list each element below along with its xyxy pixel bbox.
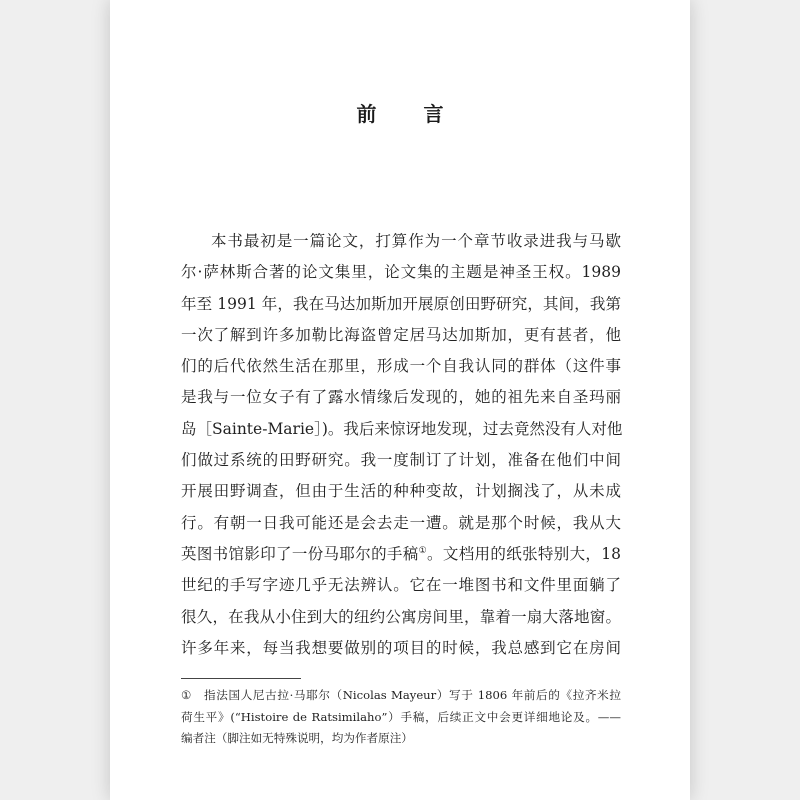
footnote-line [181,685,621,707]
text-line: 一次了解到许多加勒比海盗曾定居马达加斯加，更有甚者，他 [181,325,621,344]
text-segment: 英图书馆影印了一份马耶尔的手稿 [181,544,419,563]
text-line: 本书最初是一篇论文，打算作为一个章节收录进我与马歇 [211,232,621,250]
footnote-mark: ① [181,688,193,702]
text-line: 尔·萨林斯合著的论文集里，论文集的主题是神圣王权。1989 [181,263,621,282]
footnote-line: 荷生平》(“Histoire de Ratsimilaho”）手稿，后续正文中会更详细地论及。—— [181,709,621,724]
book-page [110,0,690,800]
footnote-text: 指法国人尼古拉·马耶尔（Nicolas Mayeur）写于 1806 年前后的《拉齐米拉 [204,688,621,702]
body-paragraph [181,226,621,664]
text-line: 是我与一位女子有了露水情缘后发现的，她的祖先来自圣玛丽 [181,388,621,407]
footnote-divider [181,678,301,679]
text-line-with-footnote [181,539,621,570]
footnote-reference[interactable]: ① [418,545,428,556]
text-line: 们做过系统的田野研究。我一度制订了计划，准备在他们中间 [181,451,621,470]
text-line: 很久，在我从小住到大的纽约公寓房间里，靠着一扇大落地窗。 [181,607,621,626]
text-line: 开展田野调查，但由于生活的种种变故，计划搁浅了，从未成 [181,482,621,501]
text-segment: 。文档用的纸张特别大，18 [427,544,621,563]
text-line: 岛［Sainte-Marie］)。我后来惊讶地发现，过去竟然没有人对他 [181,419,623,438]
footnote [181,685,621,750]
text-line: 行。有朝一日我可能还是会去走一遭。就是那个时候，我从大 [181,513,621,532]
text-line: 世纪的手写字迹几乎无法辨认。它在一堆图书和文件里面躺了 [181,576,621,595]
text-line: 年至 1991 年，我在马达加斯加开展原创田野研究，其间，我第 [181,294,621,313]
text-line: 许多年来，每当我想要做别的项目的时候，我总感到它在房间 [181,638,621,657]
footnote-line: 编者注（脚注如无特殊说明，均为作者原注） [181,731,413,745]
text-line: 们的后代依然生活在那里，形成一个自我认同的群体（这件事 [181,357,621,376]
page-title: 前 言 [356,102,464,126]
